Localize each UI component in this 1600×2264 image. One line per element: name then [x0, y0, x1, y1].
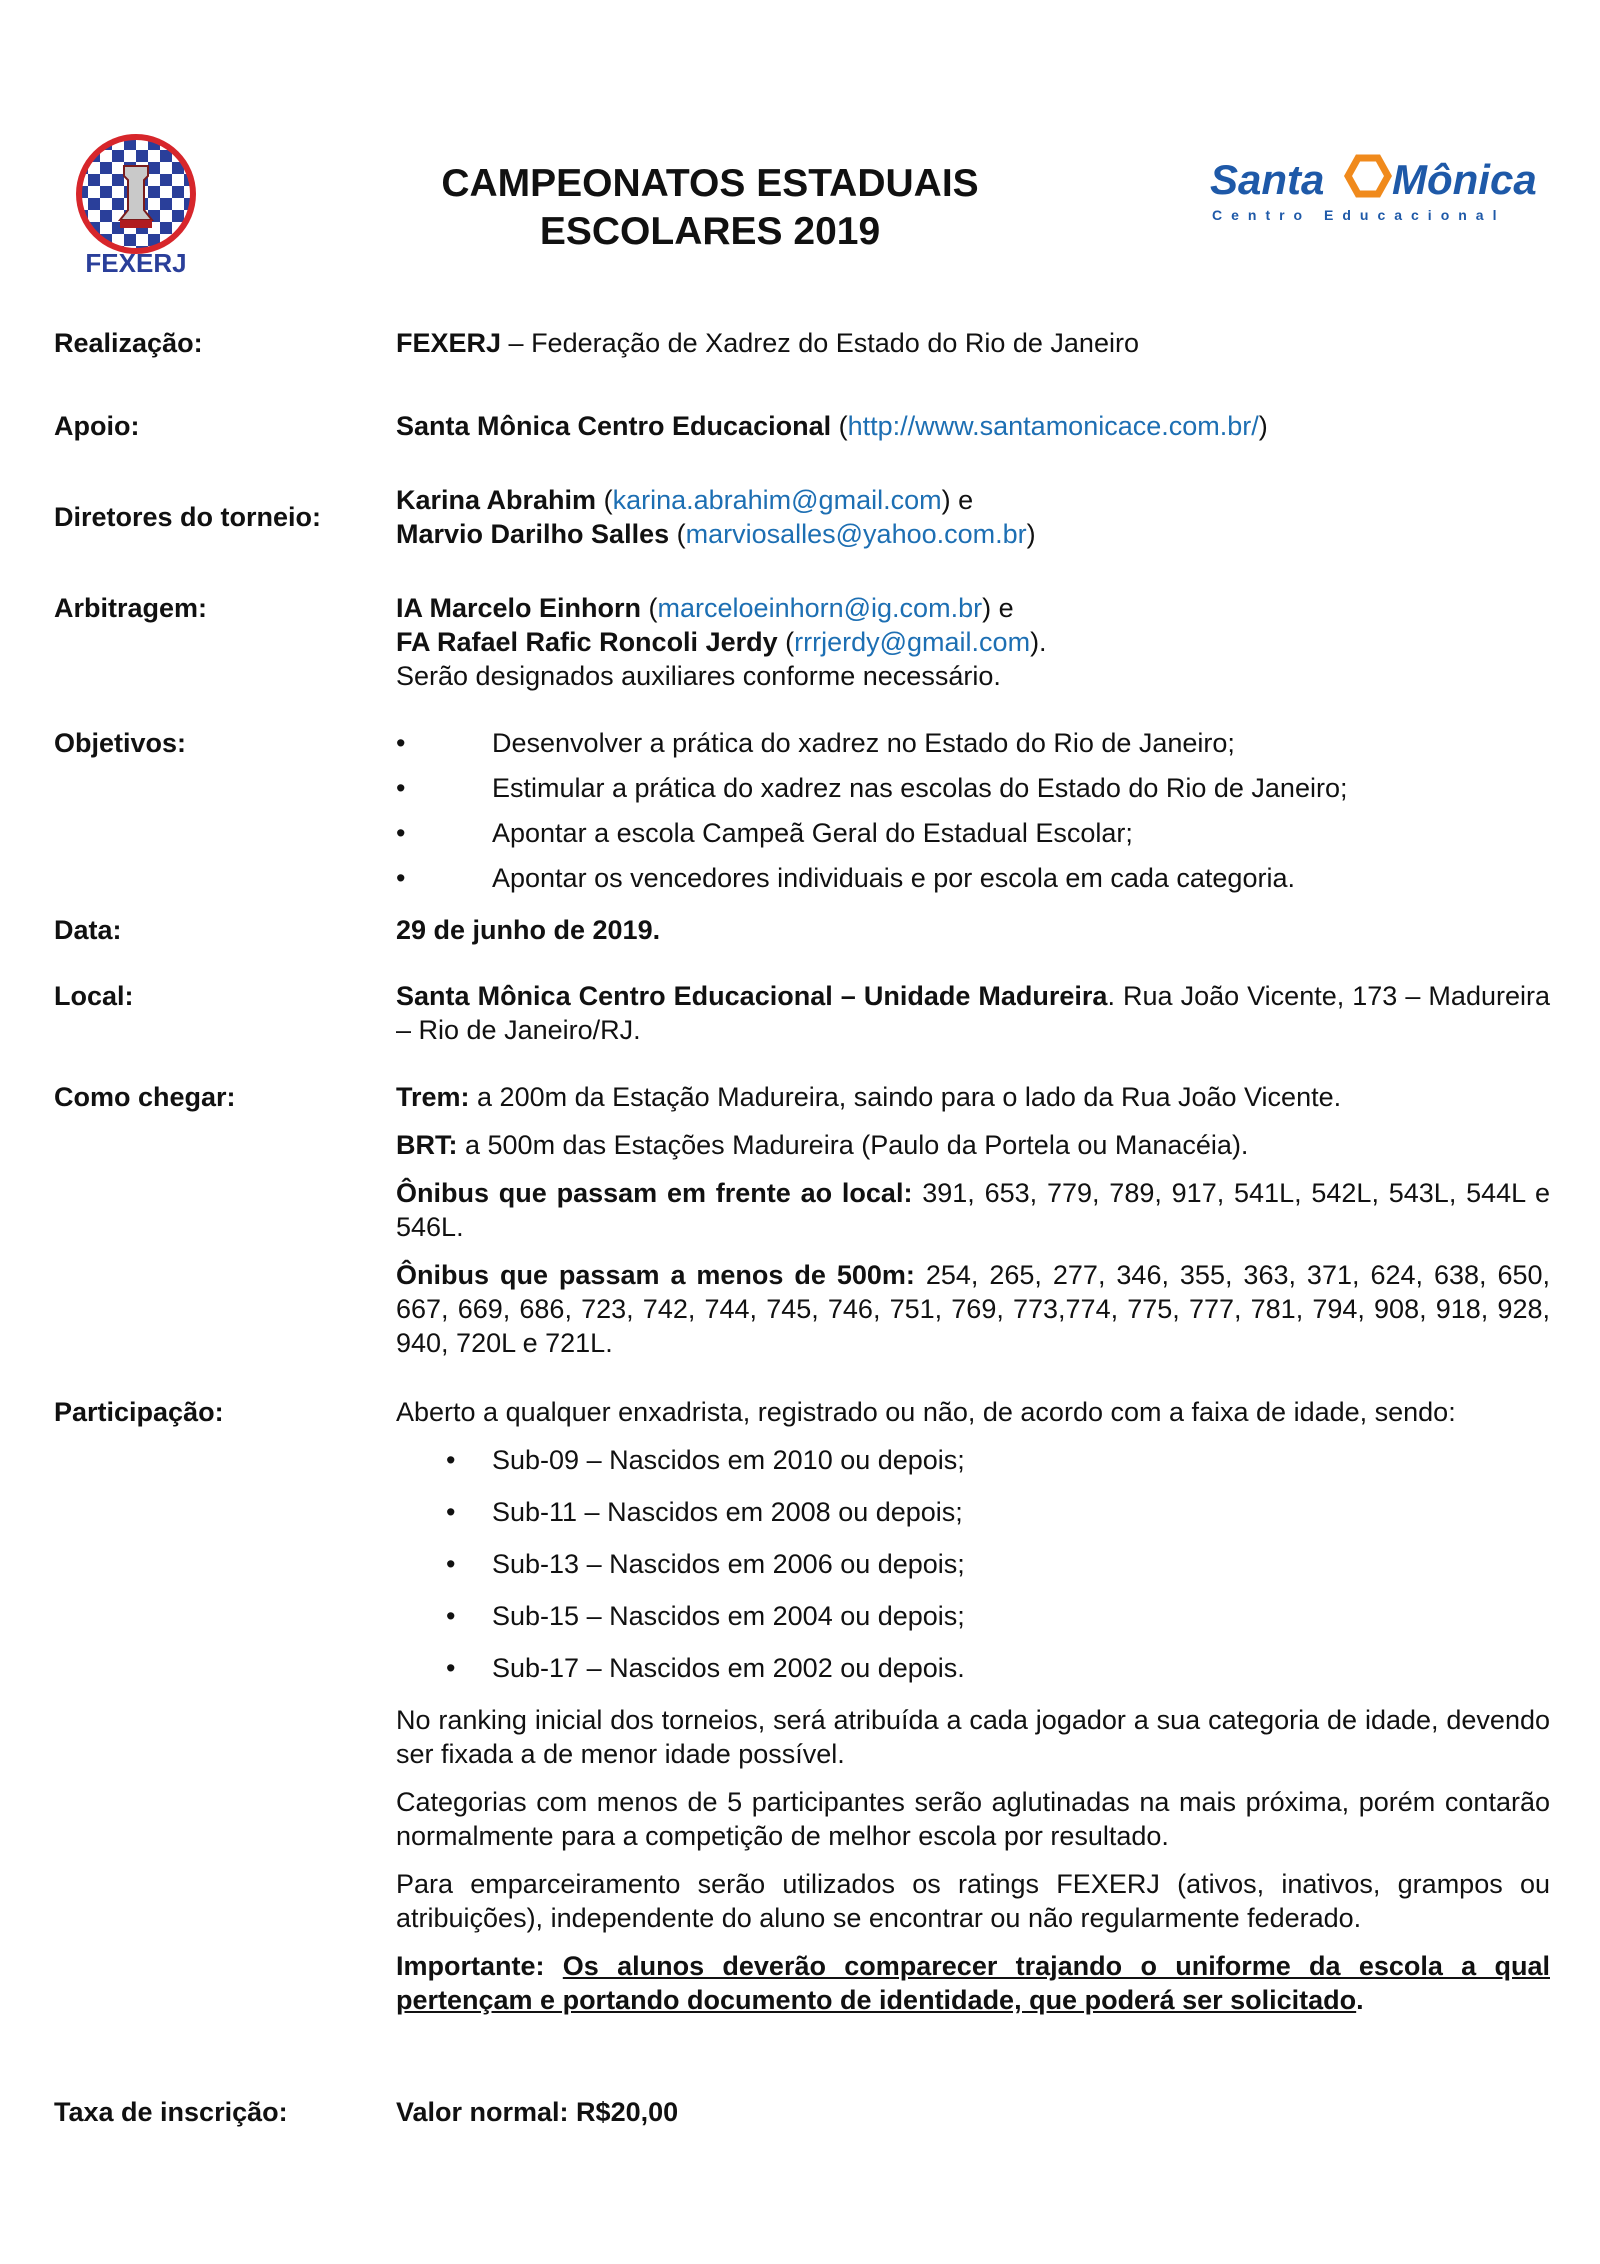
arbitro-2-email-link[interactable]: rrrjerdy@gmail.com [794, 627, 1031, 657]
label-data: Data: [54, 915, 122, 945]
diretor-2-email-link[interactable]: marviosalles@yahoo.com.br [685, 519, 1027, 549]
label-local: Local: [54, 981, 134, 1011]
categoria-item: • Sub-09 – Nascidos em 2010 ou depois; [396, 1443, 1550, 1477]
arbitro-1-email-link[interactable]: marceloeinhorn@ig.com.br [657, 593, 983, 623]
categorias-list [396, 1443, 1550, 1685]
categoria-item: • Sub-11 – Nascidos em 2008 ou depois; [396, 1495, 1550, 1529]
label-como-chegar: Como chegar: [54, 1082, 236, 1112]
brt-text: a 500m das Estações Madureira (Paulo da Portela ou Manacéia). [457, 1130, 1249, 1160]
importante-text: Os alunos deverão comparecer trajando o uniforme da escola a qual pertençam e portando documento de identidade, que poderá ser solicitado [396, 1951, 1550, 2015]
diretor-1-tail: ) e [941, 485, 974, 515]
svg-text:Centro Educacional: Centro Educacional [1212, 207, 1506, 223]
importante-end: . [1356, 1985, 1364, 2015]
diretor-2-tail: ) [1026, 519, 1036, 549]
local-place: Santa Mônica Centro Educacional – Unidade Madureira [396, 981, 1108, 1011]
realizacao-rest: – Federação de Xadrez do Estado do Rio de Janeiro [501, 328, 1139, 358]
fexerj-logo [68, 132, 204, 278]
objetivos-list [396, 726, 1550, 895]
label-arbitragem: Arbitragem: [54, 593, 208, 623]
brt-label: BRT: [396, 1130, 458, 1160]
objetivo-item: • Desenvolver a prática do xadrez no Estado do Rio de Janeiro; [396, 726, 1550, 760]
svg-text:Mônica: Mônica [1392, 156, 1537, 203]
title-line-1: CAMPEONATOS ESTADUAIS [441, 162, 979, 205]
objetivo-item: • Apontar a escola Campeã Geral do Estadual Escolar; [396, 816, 1550, 850]
arbitro-1-tail: ) e [982, 593, 1014, 623]
apoio-org: Santa Mônica Centro Educacional [396, 411, 832, 441]
objetivo-item: • Estimular a prática do xadrez nas escolas do Estado do Rio de Janeiro; [396, 771, 1550, 805]
participacao-para-1: No ranking inicial dos torneios, será atribuída a cada jogador a sua categoria de idade, devendo ser fixada a de menor idade possível. [396, 1705, 1550, 1769]
fexerj-logo-text: FEXERJ [85, 248, 187, 278]
label-diretores: Diretores do torneio: [54, 502, 322, 532]
label-apoio: Apoio: [54, 411, 140, 441]
onibus-frente-label: Ônibus que passam em frente ao local: [396, 1178, 913, 1208]
onibus-500-label: Ônibus que passam a menos de 500m: [396, 1260, 915, 1290]
categoria-item: • Sub-17 – Nascidos em 2002 ou depois. [396, 1651, 1550, 1685]
taxa-value: Valor normal: R$20,00 [396, 2097, 679, 2127]
santa-monica-logo [1200, 142, 1556, 232]
label-participacao: Participação: [54, 1397, 224, 1427]
importante-label: Importante: [396, 1951, 545, 1981]
diretor-1-name: Karina Abrahim [396, 485, 597, 515]
diretor-1-email-link[interactable]: karina.abrahim@gmail.com [612, 485, 942, 515]
arbitro-1-name: IA Marcelo Einhorn [396, 593, 642, 623]
objetivo-item: • Apontar os vencedores individuais e por escola em cada categoria. [396, 861, 1550, 895]
realizacao-org: FEXERJ [396, 328, 502, 358]
arbitro-2-tail: ). [1030, 627, 1047, 657]
diretor-2-name: Marvio Darilho Salles [396, 519, 670, 549]
svg-text:Santa: Santa [1210, 156, 1325, 203]
apoio-paren-close: ) [1258, 411, 1268, 441]
page-title [340, 160, 1080, 256]
label-realizacao: Realização: [54, 328, 203, 358]
arbitragem-note: Serão designados auxiliares conforme necessário. [396, 661, 1001, 691]
local-address: . Rua João Vicente, 173 – Madureira – Rio de Janeiro/RJ. [396, 981, 1550, 1045]
onibus-500-text: 254, 265, 277, 346, 355, 363, 371, 624, 638, 650, 667, 669, 686, 723, 742, 744, 745, 746, 751, 769, 773,774, 775, 777, 781, 794, 908, 918, 928, 940, 720L e 721L. [396, 1260, 1551, 1358]
data-value: 29 de junho de 2019. [396, 915, 661, 945]
participacao-para-3: Para emparceiramento serão utilizados os ratings FEXERJ (ativos, inativos, grampos ou atribuições), independente do aluno se encontrar ou não regularmente federado. [396, 1869, 1550, 1933]
onibus-frente-text: 391, 653, 779, 789, 917, 541L, 542L, 543L, 544L e 546L. [396, 1178, 1551, 1242]
categoria-item: • Sub-15 – Nascidos em 2004 ou depois; [396, 1599, 1550, 1633]
trem-text: a 200m da Estação Madureira, saindo para o lado da Rua João Vicente. [469, 1082, 1342, 1112]
participacao-intro: Aberto a qualquer enxadrista, registrado ou não, de acordo com a faixa de idade, sendo: [396, 1397, 1456, 1427]
apoio-url-link[interactable]: http://www.santamonicace.com.br/ [847, 411, 1259, 441]
participacao-para-2: Categorias com menos de 5 participantes serão aglutinadas na mais próxima, porém contarão normalmente para a competição de melhor escola por resultado. [396, 1787, 1550, 1851]
label-taxa: Taxa de inscrição: [54, 2097, 288, 2127]
categoria-item: • Sub-13 – Nascidos em 2006 ou depois; [396, 1547, 1550, 1581]
title-line-2: ESCOLARES 2019 [539, 210, 881, 253]
trem-label: Trem: [396, 1082, 470, 1112]
arbitro-2-name: FA Rafael Rafic Roncoli Jerdy [396, 627, 778, 657]
apoio-paren-open: ( [831, 411, 848, 441]
label-objetivos: Objetivos: [54, 728, 187, 758]
